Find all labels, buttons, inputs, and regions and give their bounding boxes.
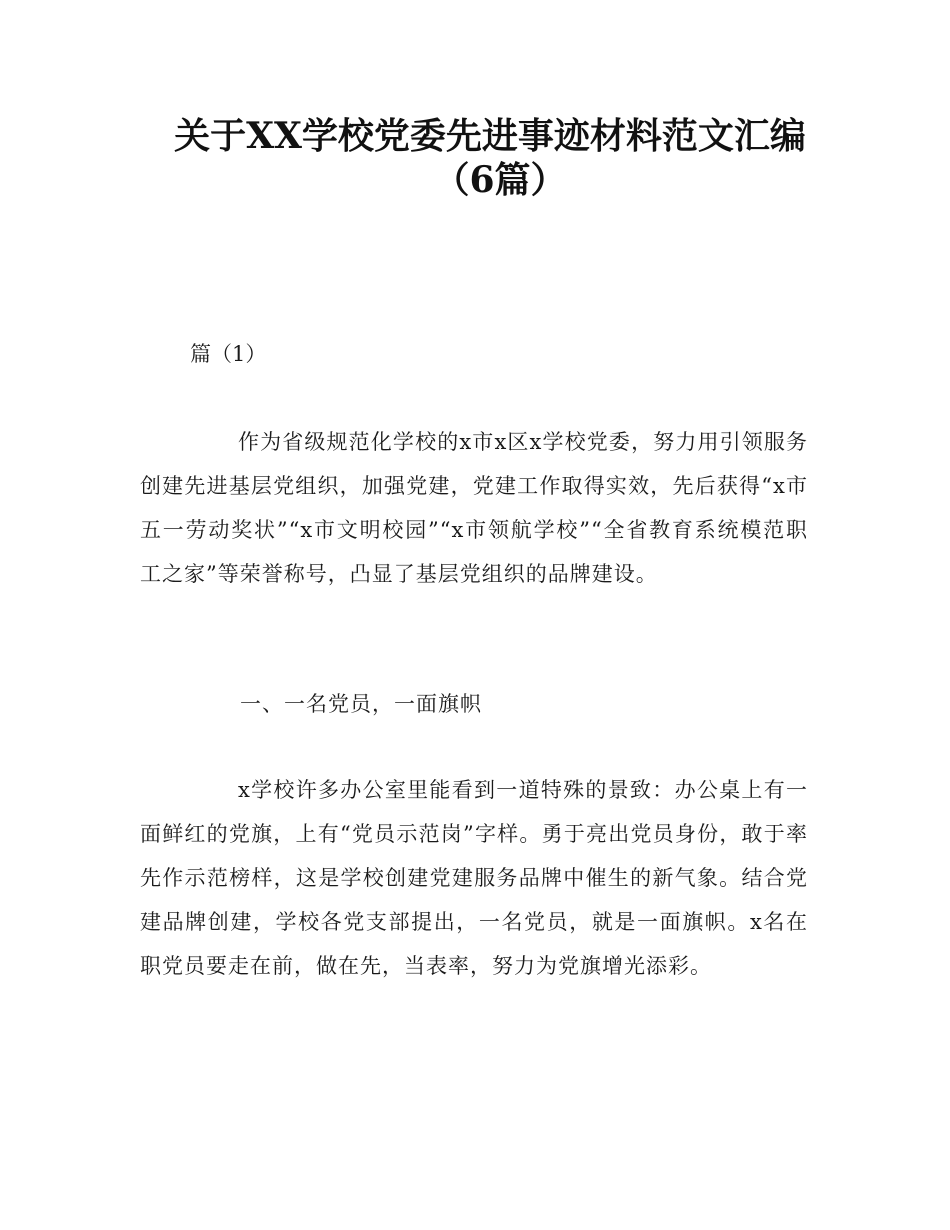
body-paragraph: x学校许多办公室里能看到一道特殊的景致：办公桌上有一面鲜红的党旗，上有“党员示范岗”字样。勇于亮出党员身份，敢于率先作示范榜样，这是学校创建党建服务品牌中催生的新气象。结合党建品牌创建，学校各党支部提出，一名党员，就是一面旗帜。x名在职党员要走在前，做在先，当表率，努力为党旗增光添彩。 [140,778,808,978]
document-title-subtitle: （6篇） [433,159,567,201]
section-heading: 一、一名党员，一面旗帜 [240,692,482,716]
section-marker: 篇（1） [190,342,267,366]
document-title: 关于XX学校党委先进事迹材料范文汇编 [174,115,806,157]
body-paragraph: 作为省级规范化学校的x市x区x学校党委，努力用引领服务创建先进基层党组织，加强党建，党建工作取得实效，先后获得“x市五一劳动奖状”“x市文明校园”“x市领航学校”“全省教育系统模范职工之家”等荣誉称号，凸显了基层党组织的品牌建设。 [140,430,808,586]
